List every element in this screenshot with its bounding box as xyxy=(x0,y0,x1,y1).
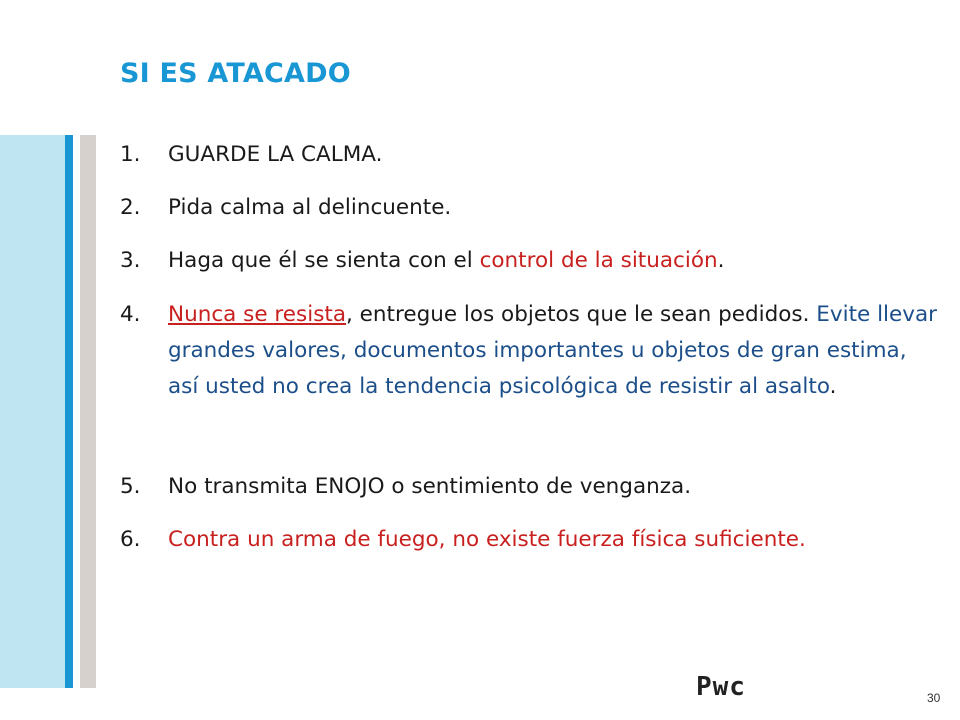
item-text: GUARDE LA CALMA. xyxy=(168,142,383,167)
emphasis-blue-text: Evite llevar grandes valores, documentos importantes u objetos de gran estima, así usted no crea la tendencia psicológica de resistir al asalto xyxy=(168,302,937,399)
list-item-3 xyxy=(120,243,940,279)
emphasis-red-text: control de la situación xyxy=(479,248,718,273)
list-item-6 xyxy=(120,522,940,558)
decorative-band-light-blue xyxy=(0,135,65,688)
list-text xyxy=(168,522,940,558)
item-text: , entregue los objetos que le sean pedidos. xyxy=(346,302,817,327)
list-text xyxy=(168,137,940,173)
list-item-1 xyxy=(120,137,940,173)
item-text: . xyxy=(717,248,725,273)
list-number: 5. xyxy=(120,474,141,499)
list-item-5 xyxy=(120,469,940,505)
list-item-2 xyxy=(120,190,940,226)
list-number: 4. xyxy=(120,302,141,327)
list-text xyxy=(168,243,940,279)
decorative-band-gap xyxy=(73,135,80,688)
emphasis-red-text: Contra un arma de fuego, no existe fuerza física suficiente. xyxy=(168,527,806,552)
emphasis-red-underlined-text: Nunca se resista xyxy=(168,302,347,327)
item-text: Haga que él se sienta con el xyxy=(168,248,480,273)
list-number: 3. xyxy=(120,248,141,273)
list-text xyxy=(168,469,940,505)
item-text: . xyxy=(829,374,837,399)
decorative-band-blue xyxy=(65,135,73,688)
item-text: No transmita ENOJO o sentimiento de venganza. xyxy=(168,474,692,499)
list-number: 2. xyxy=(120,195,141,220)
slide-title: SI ES ATACADO xyxy=(120,58,351,89)
item-text: Pida calma al delincuente. xyxy=(168,195,452,220)
list-number: 1. xyxy=(120,142,141,167)
list-text xyxy=(168,190,940,226)
pwc-logo: Pwc xyxy=(696,672,746,702)
page-number: 30 xyxy=(927,691,941,705)
list-number: 6. xyxy=(120,527,141,552)
list-item-4 xyxy=(120,297,940,405)
decorative-band-gray xyxy=(80,135,96,688)
list-text xyxy=(168,297,940,405)
